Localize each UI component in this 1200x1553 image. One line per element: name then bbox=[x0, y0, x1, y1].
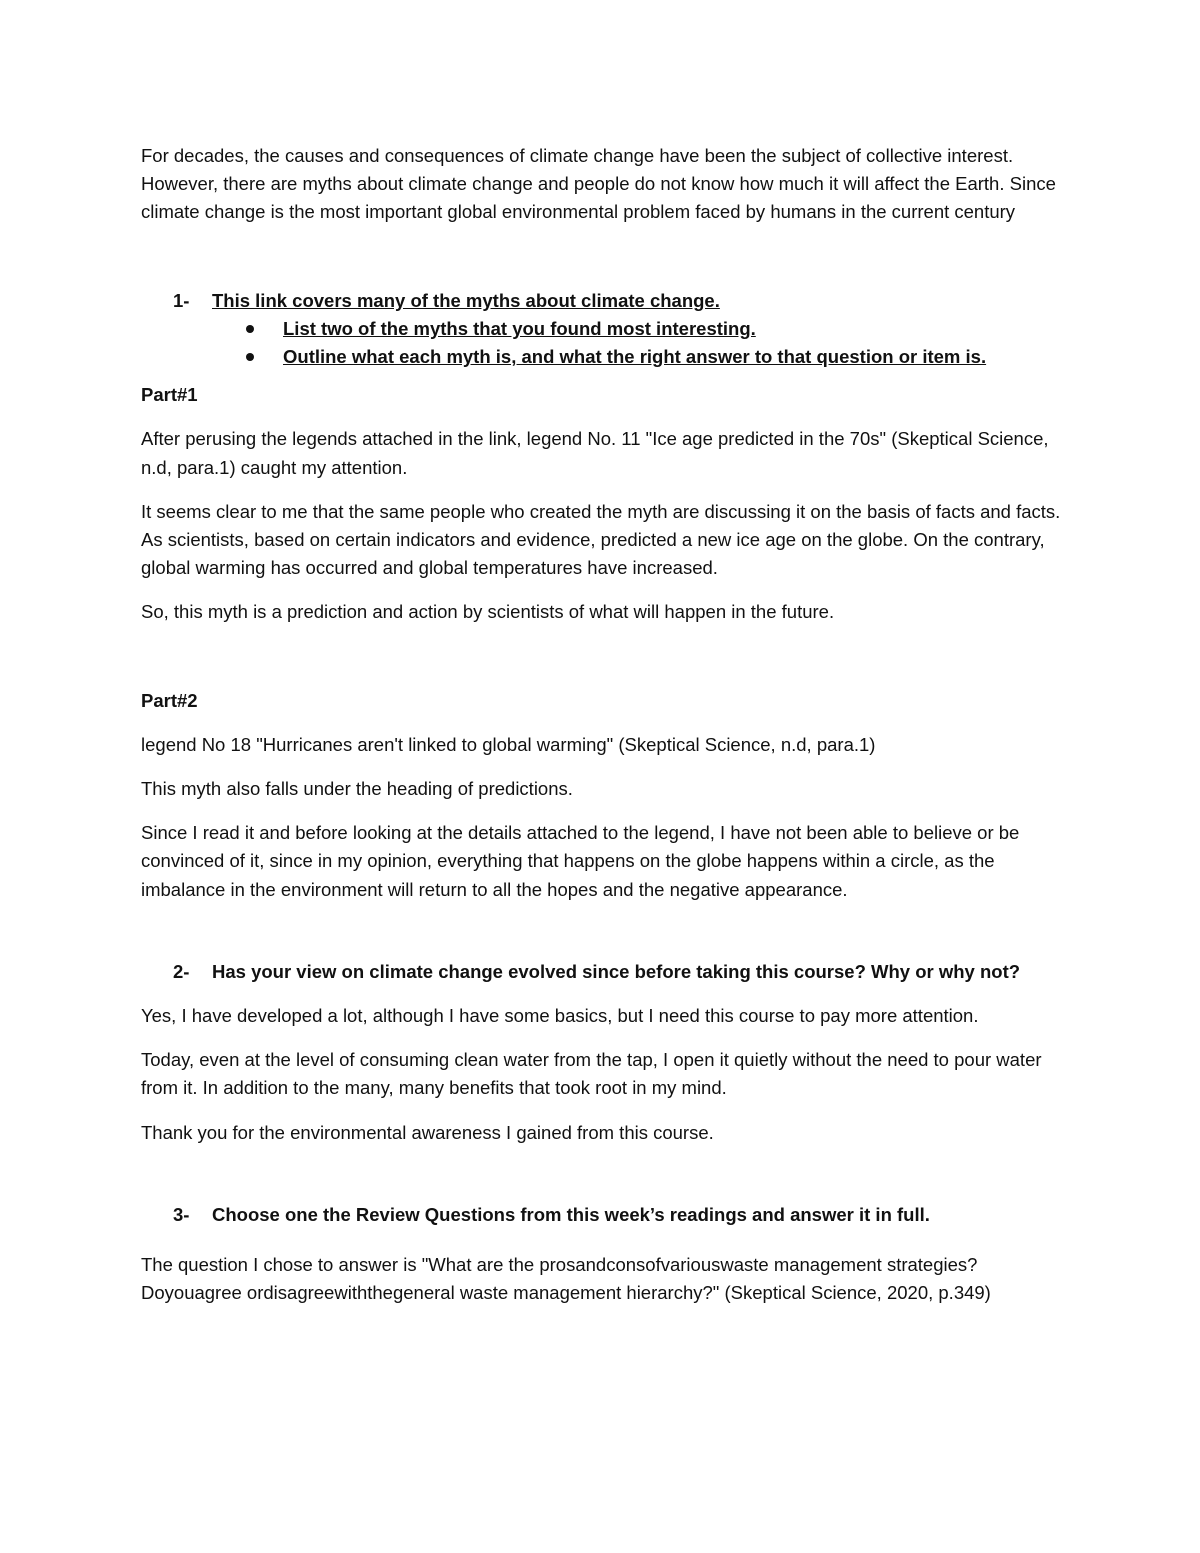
question-2-text: Has your view on climate change evolved since before taking this course? Why or why not? bbox=[212, 960, 1021, 982]
part-1-paragraph: So, this myth is a prediction and action by scientists of what will happen in the future. bbox=[141, 601, 835, 623]
document-body bbox=[141, 142, 1066, 1323]
spacer bbox=[141, 1163, 1066, 1201]
part-1-paragraph: It seems clear to me that the same people who created the myth are discussing it on the basis of facts and facts. As scientists, based on certain indicators and evidence, predicted a new ice age on the globe. On the contrary, global warming has occurred and global temperatures have increased. bbox=[141, 500, 1061, 579]
question-1-number: 1- bbox=[173, 289, 190, 311]
question-3-answer: The question I chose to answer is "What are the prosandconsofvariouswaste management strategies? Doyouagree ordisagreewiththegeneral waste management hierarchy?" (Skeptical Science, 2020, p.349) bbox=[141, 1254, 991, 1304]
part-2-paragraph: Since I read it and before looking at the details attached to the legend, I have not been able to believe or be convinced of it, since in my opinion, everything that happens on the globe happens within a circle, as the imbalance in the environment will return to all the hopes and the negative appearance. bbox=[141, 822, 1020, 900]
spacer bbox=[141, 920, 1066, 958]
part-1-paragraph: After perusing the legends attached in the link, legend No. 11 "Ice age predicted in the 70s" (Skeptical Science, n.d, para.1) caught my attention. bbox=[141, 428, 1049, 478]
question-2-answer: Today, even at the level of consuming clean water from the tap, I open it quietly without the need to pour water from it. In addition to the many, many benefits that took root in my mind. bbox=[141, 1049, 1042, 1099]
bullet-icon bbox=[246, 325, 254, 333]
question-2-answer: Yes, I have developed a lot, although I have some basics, but I need this course to pay more attention. bbox=[141, 1005, 979, 1027]
spacer bbox=[141, 243, 1066, 287]
intro-paragraph: For decades, the causes and consequences of climate change have been the subject of collective interest. However, there are myths about climate change and people do not know how much it will affect the Earth. Since climate change is the most important global environmental problem faced by humans in the current century bbox=[141, 145, 1056, 223]
bullet-text: Outline what each myth is, and what the right answer to that question or item is. bbox=[283, 346, 987, 368]
question-2-number: 2- bbox=[173, 960, 190, 982]
part-2-paragraph: This myth also falls under the heading of predictions. bbox=[141, 778, 573, 800]
bullet-text: List two of the myths that you found most interesting. bbox=[283, 317, 756, 339]
question-3 bbox=[141, 1201, 1066, 1229]
bullet-icon bbox=[246, 353, 254, 361]
question-1-text: This link covers many of the myths about climate change. bbox=[212, 289, 720, 311]
bullet-item bbox=[141, 343, 1066, 371]
part-2-paragraph: legend No 18 "Hurricanes aren't linked to global warming" (Skeptical Science, n.d, para.1) bbox=[141, 733, 876, 755]
question-2 bbox=[141, 958, 1066, 986]
question-2-answer: Thank you for the environmental awareness I gained from this course. bbox=[141, 1121, 714, 1143]
part-2-heading: Part#2 bbox=[141, 689, 198, 711]
question-3-number: 3- bbox=[173, 1203, 190, 1225]
bullet-item bbox=[141, 315, 1066, 343]
spacer bbox=[141, 643, 1066, 687]
question-1 bbox=[141, 287, 1066, 315]
question-1-bullets bbox=[141, 315, 1066, 371]
question-3-text: Choose one the Review Questions from this week’s readings and answer it in full. bbox=[212, 1203, 930, 1225]
part-1-heading: Part#1 bbox=[141, 384, 198, 406]
